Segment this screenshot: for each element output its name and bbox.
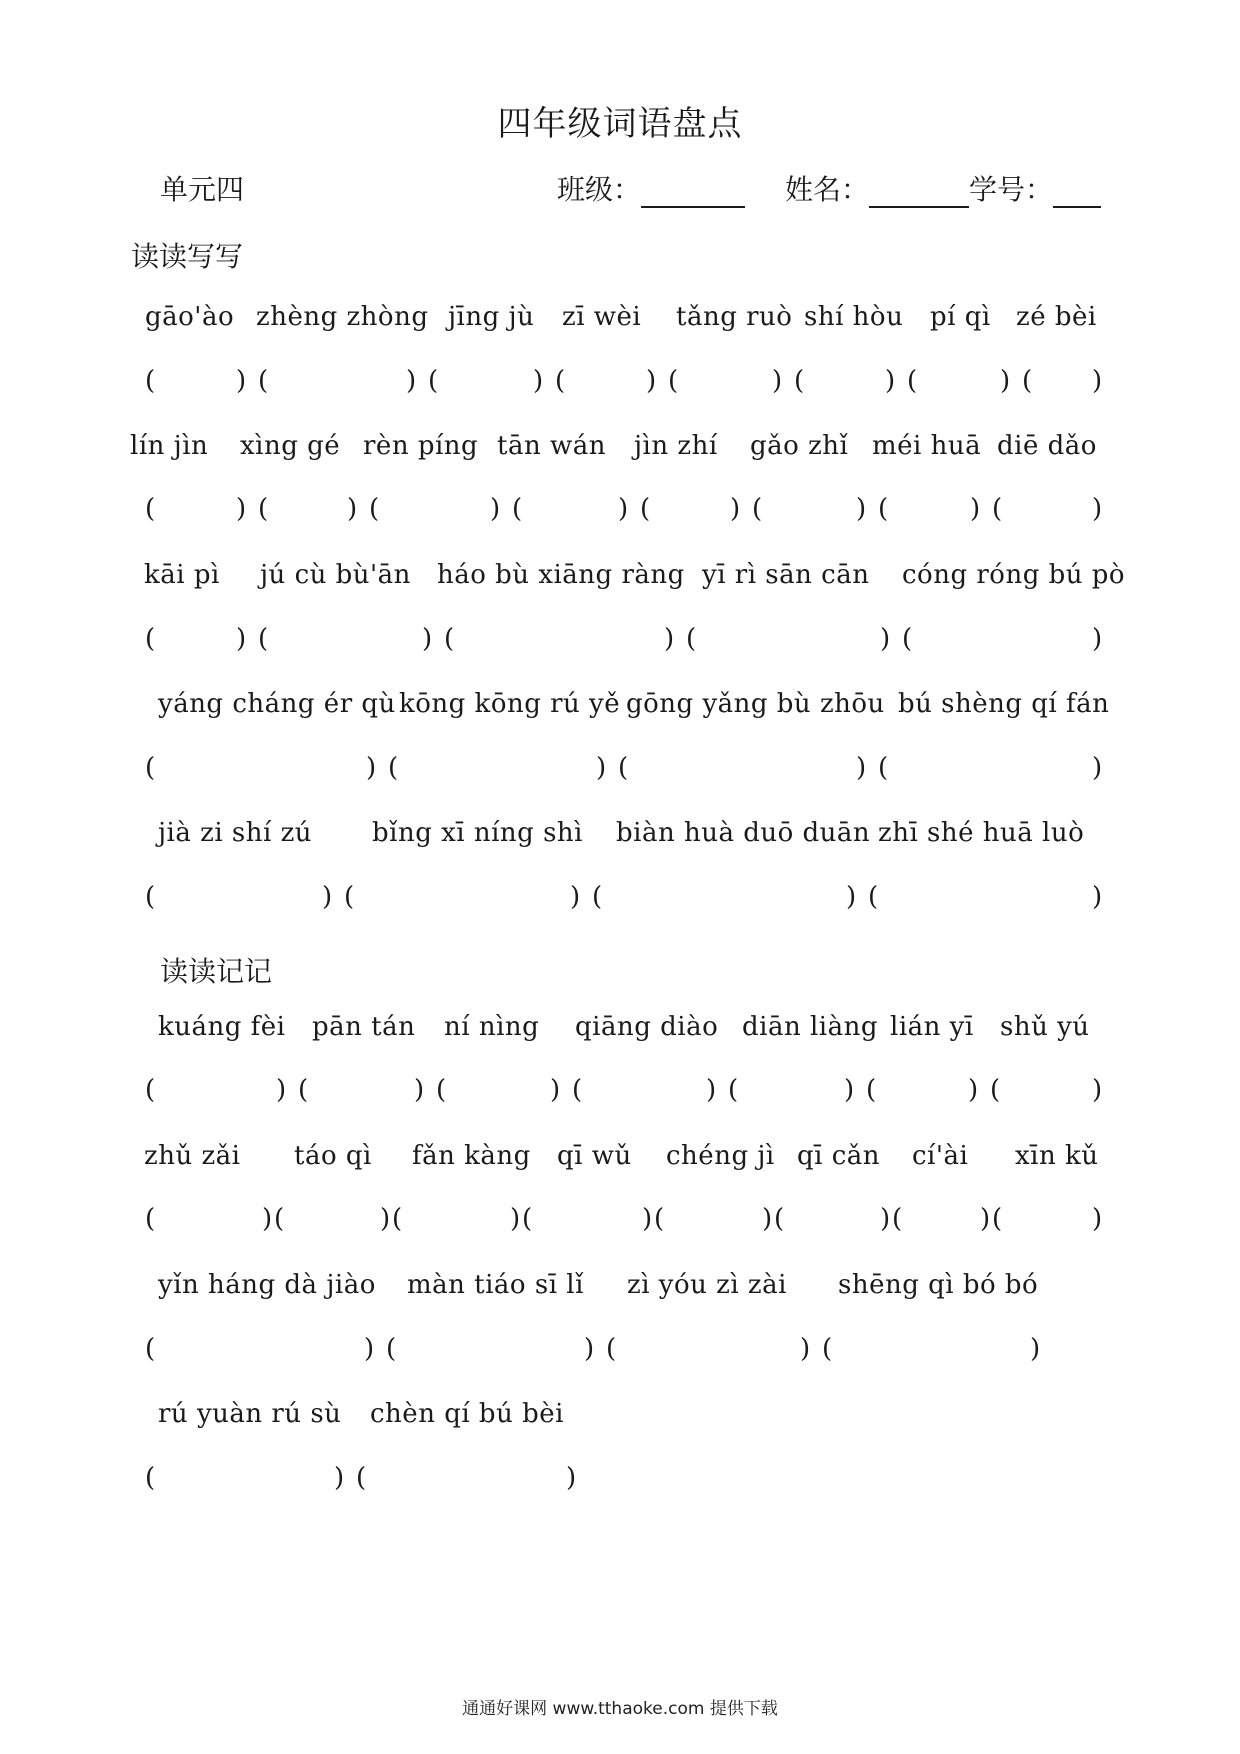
open-paren: ( <box>344 882 355 912</box>
open-paren: ( <box>752 494 763 524</box>
close-paren: ) <box>566 1463 577 1493</box>
pinyin-word: qī cǎn <box>797 1141 881 1171</box>
answer-row[interactable] <box>0 1463 1240 1503</box>
close-paren: ) <box>414 1075 425 1105</box>
pinyin-row <box>0 431 1240 471</box>
close-paren: ) <box>664 624 675 654</box>
pinyin-word: táo qì <box>294 1141 372 1171</box>
pinyin-row <box>0 818 1240 858</box>
pinyin-word: pí qì <box>930 302 991 332</box>
pinyin-word: méi huā <box>872 431 982 461</box>
class-label: 班级： <box>557 173 642 206</box>
close-paren: ) <box>380 1204 391 1234</box>
answer-row[interactable] <box>0 882 1240 922</box>
open-paren: ( <box>145 1204 156 1234</box>
answer-row[interactable] <box>0 1204 1240 1244</box>
close-paren: ) <box>646 366 657 396</box>
pinyin-word: jià zi shí zú <box>158 818 313 848</box>
open-paren: ( <box>878 753 889 783</box>
close-paren: ) <box>1030 1334 1041 1364</box>
pinyin-word: gōng yǎng bù zhōu <box>626 689 885 719</box>
pinyin-word: chèn qí bú bèi <box>370 1399 564 1429</box>
close-paren: ) <box>347 494 358 524</box>
open-paren: ( <box>592 882 603 912</box>
close-paren: ) <box>236 366 247 396</box>
pinyin-row <box>0 689 1240 729</box>
close-paren: ) <box>334 1463 345 1493</box>
close-paren: ) <box>1092 494 1103 524</box>
open-paren: ( <box>512 494 523 524</box>
open-paren: ( <box>298 1075 309 1105</box>
answer-row[interactable] <box>0 624 1240 664</box>
open-paren: ( <box>822 1334 833 1364</box>
pinyin-word: yī rì sān cān <box>702 560 870 590</box>
open-paren: ( <box>572 1075 583 1105</box>
open-paren: ( <box>990 1075 1001 1105</box>
close-paren: ) <box>880 624 891 654</box>
open-paren: ( <box>686 624 697 654</box>
open-paren: ( <box>892 1204 903 1234</box>
section-read-remember: 读读记记 <box>160 955 273 988</box>
close-paren: ) <box>1000 366 1011 396</box>
close-paren: ) <box>772 366 783 396</box>
open-paren: ( <box>774 1204 785 1234</box>
close-paren: ) <box>856 494 867 524</box>
pinyin-word: jīng jù <box>448 302 535 332</box>
open-paren: ( <box>145 494 156 524</box>
id-label: 学号： <box>969 173 1054 206</box>
close-paren: ) <box>1092 366 1103 396</box>
close-paren: ) <box>856 753 867 783</box>
open-paren: ( <box>274 1204 285 1234</box>
close-paren: ) <box>262 1204 273 1234</box>
pinyin-word: tǎng ruò <box>676 302 793 332</box>
open-paren: ( <box>145 1334 156 1364</box>
open-paren: ( <box>555 366 566 396</box>
open-paren: ( <box>728 1075 739 1105</box>
close-paren: ) <box>236 494 247 524</box>
open-paren: ( <box>369 494 380 524</box>
open-paren: ( <box>145 1075 156 1105</box>
open-paren: ( <box>258 624 269 654</box>
open-paren: ( <box>618 753 629 783</box>
open-paren: ( <box>794 366 805 396</box>
pinyin-word: diē dǎo <box>997 431 1097 461</box>
open-paren: ( <box>258 494 269 524</box>
close-paren: ) <box>970 494 981 524</box>
close-paren: ) <box>584 1334 595 1364</box>
close-paren: ) <box>490 494 501 524</box>
student-info <box>557 168 1101 208</box>
close-paren: ) <box>1092 624 1103 654</box>
pinyin-word: ní nìng <box>444 1012 540 1042</box>
close-paren: ) <box>533 366 544 396</box>
open-paren: ( <box>428 366 439 396</box>
pinyin-word: zì yóu zì zài <box>627 1270 787 1300</box>
pinyin-word: bǐng xī níng shì <box>372 818 583 848</box>
answer-row[interactable] <box>0 1334 1240 1374</box>
open-paren: ( <box>258 366 269 396</box>
pinyin-word: chéng jì <box>666 1141 775 1171</box>
answer-row[interactable] <box>0 494 1240 534</box>
pinyin-row <box>0 1141 1240 1181</box>
close-paren: ) <box>642 1204 653 1234</box>
open-paren: ( <box>992 1204 1003 1234</box>
close-paren: ) <box>844 1075 855 1105</box>
pinyin-word: lín jìn <box>130 431 209 461</box>
close-paren: ) <box>322 882 333 912</box>
open-paren: ( <box>145 753 156 783</box>
page-title: 四年级词语盘点 <box>497 104 743 144</box>
close-paren: ) <box>968 1075 979 1105</box>
pinyin-word: fǎn kàng <box>412 1141 531 1171</box>
close-paren: ) <box>730 494 741 524</box>
open-paren: ( <box>902 624 913 654</box>
pinyin-word: kōng kōng rú yě <box>399 689 621 719</box>
pinyin-word: zhǔ zǎi <box>144 1141 241 1171</box>
pinyin-word: zhī shé huā luò <box>878 818 1085 848</box>
pinyin-word: màn tiáo sī lǐ <box>407 1270 584 1300</box>
pinyin-word: zé bèi <box>1016 302 1097 332</box>
pinyin-word: shí hòu <box>804 302 904 332</box>
open-paren: ( <box>878 494 889 524</box>
pinyin-word: shēng qì bó bó <box>838 1270 1039 1300</box>
close-paren: ) <box>706 1075 717 1105</box>
pinyin-word: tān wán <box>497 431 606 461</box>
answer-row[interactable] <box>0 753 1240 793</box>
open-paren: ( <box>866 1075 877 1105</box>
answer-row[interactable] <box>0 1075 1240 1115</box>
pinyin-word: xìng gé <box>240 431 341 461</box>
pinyin-word: kuáng fèi <box>158 1012 286 1042</box>
pinyin-word: bú shèng qí fán <box>898 689 1110 719</box>
close-paren: ) <box>406 366 417 396</box>
close-paren: ) <box>880 1204 891 1234</box>
name-label: 姓名： <box>785 173 870 206</box>
open-paren: ( <box>392 1204 403 1234</box>
pinyin-word: qī wǔ <box>557 1141 632 1171</box>
pinyin-word: zī wèi <box>562 302 642 332</box>
student-id-field[interactable] <box>1053 176 1101 208</box>
open-paren: ( <box>992 494 1003 524</box>
pinyin-word: yǐn háng dà jiào <box>158 1270 376 1300</box>
pinyin-word: yáng cháng ér qù <box>158 689 396 719</box>
close-paren: ) <box>366 753 377 783</box>
close-paren: ) <box>800 1334 811 1364</box>
pinyin-word: rèn píng <box>363 431 479 461</box>
close-paren: ) <box>570 882 581 912</box>
pinyin-word: jìn zhí <box>634 431 718 461</box>
close-paren: ) <box>618 494 629 524</box>
close-paren: ) <box>236 624 247 654</box>
open-paren: ( <box>654 1204 665 1234</box>
close-paren: ) <box>762 1204 773 1234</box>
open-paren: ( <box>145 624 156 654</box>
open-paren: ( <box>145 366 156 396</box>
footer-credit: 通通好课网 www.tthaoke.com 提供下载 <box>462 1699 778 1719</box>
pinyin-word: kāi pì <box>144 560 220 590</box>
close-paren: ) <box>980 1204 991 1234</box>
open-paren: ( <box>436 1075 447 1105</box>
open-paren: ( <box>145 882 156 912</box>
pinyin-word: rú yuàn rú sù <box>158 1399 342 1429</box>
pinyin-row <box>0 302 1240 342</box>
close-paren: ) <box>1092 882 1103 912</box>
close-paren: ) <box>364 1334 375 1364</box>
open-paren: ( <box>668 366 679 396</box>
close-paren: ) <box>1092 1204 1103 1234</box>
section-read-write: 读读写写 <box>131 240 244 273</box>
pinyin-word: xīn kǔ <box>1015 1141 1099 1171</box>
pinyin-row <box>0 1012 1240 1052</box>
pinyin-row <box>0 1270 1240 1310</box>
open-paren: ( <box>388 753 399 783</box>
close-paren: ) <box>510 1204 521 1234</box>
open-paren: ( <box>386 1334 397 1364</box>
pinyin-word: qiāng diào <box>575 1012 719 1042</box>
open-paren: ( <box>868 882 879 912</box>
pinyin-word: diān liàng <box>742 1012 878 1042</box>
pinyin-word: zhèng zhòng <box>256 302 429 332</box>
pinyin-word: biàn huà duō duān <box>616 818 871 848</box>
name-field[interactable] <box>869 176 969 208</box>
close-paren: ) <box>1092 1075 1103 1105</box>
open-paren: ( <box>145 1463 156 1493</box>
open-paren: ( <box>907 366 918 396</box>
pinyin-word: shǔ yú <box>1000 1012 1090 1042</box>
pinyin-word: jú cù bù'ān <box>260 560 411 590</box>
pinyin-word: háo bù xiāng ràng <box>437 560 685 590</box>
close-paren: ) <box>596 753 607 783</box>
unit-label: 单元四 <box>160 173 245 206</box>
pinyin-word: lián yī <box>890 1012 974 1042</box>
pinyin-word: cí'ài <box>912 1141 969 1171</box>
pinyin-row <box>0 1399 1240 1439</box>
close-paren: ) <box>276 1075 287 1105</box>
close-paren: ) <box>550 1075 561 1105</box>
open-paren: ( <box>522 1204 533 1234</box>
pinyin-word: cóng róng bú pò <box>902 560 1126 590</box>
close-paren: ) <box>1092 753 1103 783</box>
class-field[interactable] <box>641 176 745 208</box>
close-paren: ) <box>885 366 896 396</box>
pinyin-row <box>0 560 1240 600</box>
close-paren: ) <box>422 624 433 654</box>
pinyin-word: gāo'ào <box>145 302 235 332</box>
pinyin-word: pān tán <box>312 1012 416 1042</box>
open-paren: ( <box>444 624 455 654</box>
open-paren: ( <box>356 1463 367 1493</box>
close-paren: ) <box>846 882 857 912</box>
open-paren: ( <box>640 494 651 524</box>
open-paren: ( <box>1022 366 1033 396</box>
answer-row[interactable] <box>0 366 1240 406</box>
pinyin-word: gǎo zhǐ <box>750 431 849 461</box>
open-paren: ( <box>606 1334 617 1364</box>
